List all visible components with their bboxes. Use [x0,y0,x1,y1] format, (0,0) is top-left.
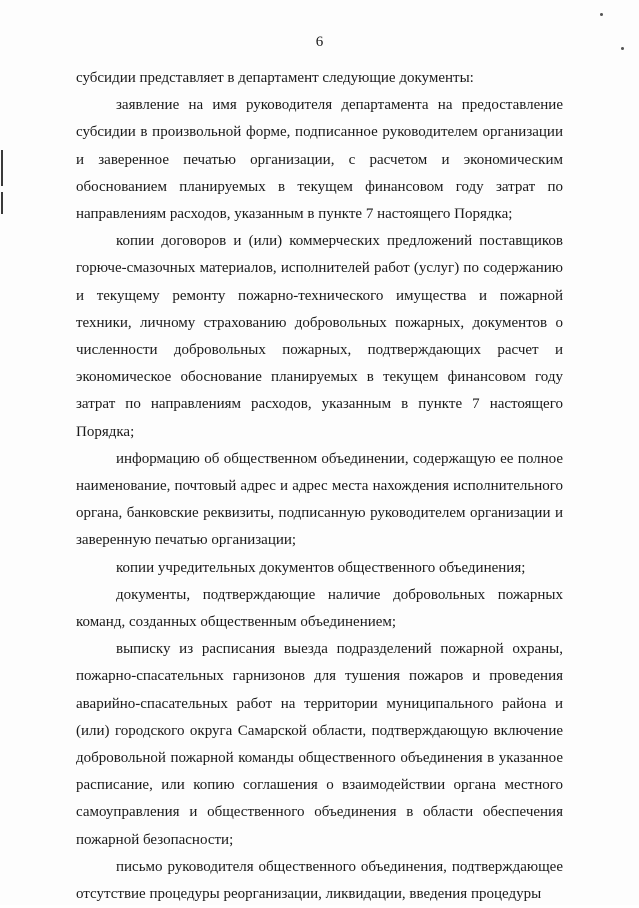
paragraph-letter: письмо руководителя общественного объединения, подтверждающее отсутствие процедуры реорганизации, ликвидации, введения процедуры [76,858,563,903]
scan-speck [600,13,603,16]
paragraph-info: информацию об общественном объединении, содержащую ее полное наименование, почтовый адрес и адрес места нахождения исполнительного органа, банковские реквизиты, подписанную руководителем организации и заверенную печатью организации; [76,450,563,549]
paragraph-teams: документы, подтверждающие наличие добровольных пожарных команд, созданных общественным объединением; [76,586,563,631]
scan-mark [1,192,3,214]
scan-mark [1,150,3,186]
page-number: 6 [315,34,324,50]
body-text [76,65,563,908]
paragraph-contracts: копии договоров и (или) коммерческих предложений поставщиков горюче-смазочных материалов, исполнителей работ (услуг) по содержанию и текущему ремонту пожарно-технического имущества и пожарной техники, личному страхованию добровольных пожарных, документов о численности добровольных пожарных, подтверждающих расчет и экономическое обоснование планируемых в текущем финансовом году затрат по направлениям расходов, указанным в пункте 7 настоящего Порядка; [76,233,563,440]
paragraph-schedule: выписку из расписания выезда подразделений пожарной охраны, пожарно-спасательных гарнизонов для тушения пожаров и проведения аварийно-спасательных работ на территории муниципального района и (или) городского округа Самарской области, подтверждающую включение добровольной пожарной команды общественного объединения в указанное расписание, или копию соглашения о взаимодействии органа местного самоуправления и общественного объединения в области обеспечения пожарной безопасности; [76,641,563,848]
paragraph-founding-docs: копии учредительных документов общественного объединения; [116,559,526,576]
paragraph-intro: субсидии представляет в департамент следующие документы: [76,70,474,86]
paragraph-statement: заявление на имя руководителя департамента на предоставление субсидии в произвольной форме, подписанное руководителем организации и заверенное печатью организации, с расчетом и экономическим обоснованием планируемых в текущем финансовом году затрат по направлениям расходов, указанным в пункте 7 настоящего Порядка; [76,97,563,223]
